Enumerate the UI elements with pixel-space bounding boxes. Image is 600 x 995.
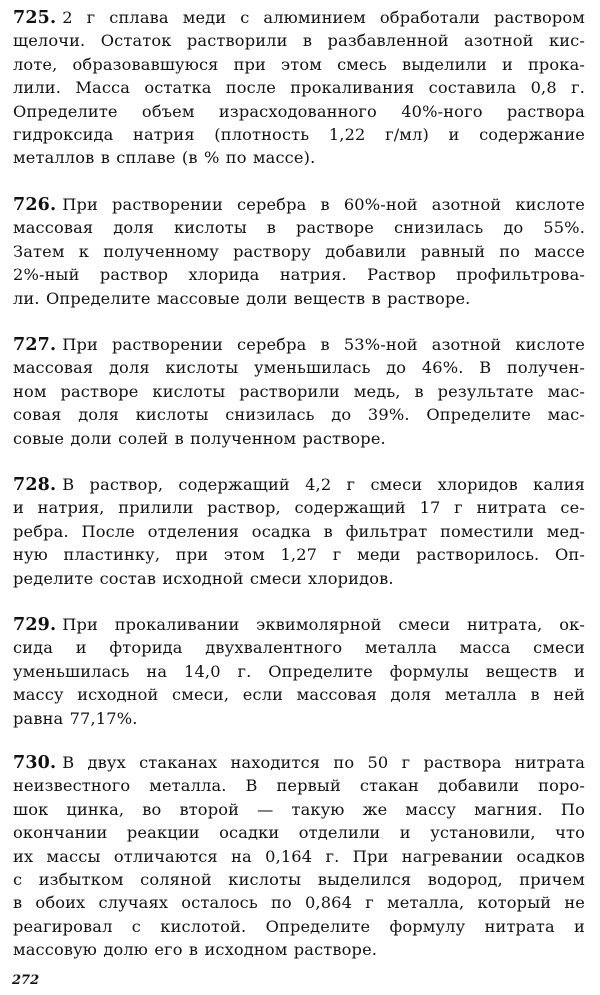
problem-line: окончании реакции осадки отделили и установили, что: [13, 823, 585, 843]
problem-line: металлов в сплаве (в % по массе).: [13, 148, 316, 168]
problem-line: [13, 333, 585, 356]
problem-line: лили. Масса остатка после прокаливания составила 0,8 г.: [13, 78, 585, 98]
problem-line: ределите состав исходной смеси хлоридов.: [13, 568, 394, 588]
problem-line: шок цинка, во второй — такую же массу магния. По: [13, 799, 585, 819]
problem-line: [13, 473, 585, 496]
problem-line: [13, 613, 585, 636]
problem-730: [13, 751, 585, 962]
problem-line: Определите объем израсходованного 40%-ного раствора: [13, 101, 585, 121]
problem-text: При растворении серебра в 60%-ной азотной кислоте: [62, 195, 585, 214]
problem-line: реагировал с кислотой. Определите формулу нитрата и: [13, 916, 585, 936]
problem-line: массовую долю его в исходном растворе.: [13, 940, 378, 960]
problem-line: в обоих случаях осталось по 0,864 г металла, который не: [13, 893, 585, 913]
problem-text: В раствор, содержащий 4,2 г смеси хлоридов калия: [62, 475, 585, 494]
problem-line: уменьшилась на 14,0 г. Определите формулы веществ и: [13, 661, 585, 681]
problem-text: 2 г сплава меди с алюминием обработали раствором: [62, 8, 585, 27]
problem-text: При прокаливании эквимолярной смеси нитрата, ок-: [62, 615, 585, 634]
page-number: 272: [12, 973, 40, 988]
problem-line: ную пластинку, при этом 1,27 г меди растворилось. Оп-: [13, 545, 585, 565]
problem-726: [13, 193, 585, 310]
problem-number: 727.: [13, 335, 57, 355]
problem-line: Затем к полученному раствору добавили равный по массе: [13, 241, 585, 261]
problem-line: совая доля кислоты снизилась до 39%. Определите мас-: [13, 405, 585, 425]
problem-line: [13, 193, 585, 216]
problem-number: 729.: [13, 615, 57, 635]
problem-line: массовая доля кислоты в растворе снизилась до 55%.: [13, 218, 585, 238]
problem-line: ном растворе кислоты растворили медь, в результате мас-: [13, 381, 585, 401]
problem-728: [13, 473, 585, 590]
problem-number: 728.: [13, 475, 57, 495]
problem-line: лоте, образовавшуюся при этом смесь выделили и прока-: [13, 54, 585, 74]
problem-line: щелочи. Остаток растворили в разбавленной азотной кис-: [13, 31, 585, 51]
problem-line: сида и фторида двухвалентного металла масса смеси: [13, 638, 585, 658]
problem-727: [13, 333, 585, 450]
problem-number: 725.: [13, 8, 57, 28]
problem-line: [13, 6, 585, 29]
problem-line: массовая доля кислоты уменьшилась до 46%. В получен-: [13, 358, 585, 378]
problem-number: 730.: [13, 753, 57, 773]
problem-line: и натрия, прилили раствор, содержащий 17 г нитрата се-: [13, 498, 585, 518]
problem-line: гидроксида натрия (плотность 1,22 г/мл) и содержание: [13, 124, 585, 144]
problem-line: ли. Определите массовые доли веществ в растворе.: [13, 288, 471, 308]
problem-line: массу исходной смеси, если массовая доля металла в ней: [13, 685, 585, 705]
problem-line: 2%-ный раствор хлорида натрия. Раствор профильтрова-: [13, 265, 585, 285]
problem-text: При растворении серебра в 53%-ной азотной кислоте: [62, 335, 585, 354]
problem-729: [13, 613, 585, 730]
problem-line: ребра. После отделения осадка в фильтрат поместили мед-: [13, 521, 585, 541]
problem-line: равна 77,17%.: [13, 708, 138, 728]
problem-725: [13, 6, 585, 170]
problem-text: В двух стаканах находится по 50 г раствора нитрата: [62, 753, 585, 772]
problem-line: [13, 751, 585, 774]
problem-line: неизвестного металла. В первый стакан добавили поро-: [13, 776, 585, 796]
problem-line: их массы отличаются на 0,164 г. При нагревании осадков: [13, 846, 585, 866]
problem-line: совые доли солей в полученном растворе.: [13, 428, 386, 448]
problem-number: 726.: [13, 195, 57, 215]
problem-line: с избытком соляной кислоты выделился водород, причем: [13, 869, 585, 889]
